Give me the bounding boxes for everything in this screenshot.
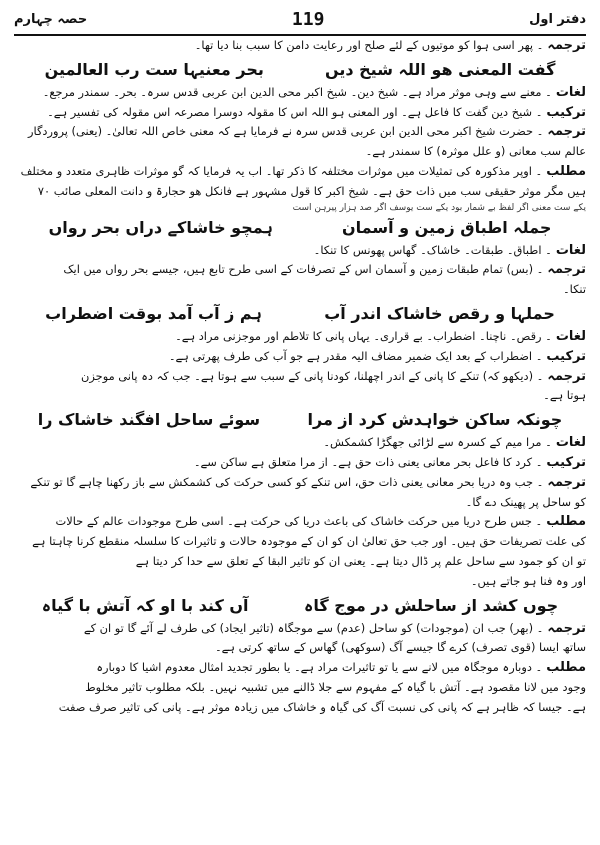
section-label: ترکیب	[546, 348, 586, 364]
verse-first-hemistich: حملہا و رقص خاشاک اندر آب	[324, 303, 555, 323]
section-label: ترجمہ	[547, 368, 586, 384]
text-line	[14, 453, 586, 473]
text-line	[14, 122, 586, 142]
text-line	[14, 493, 586, 513]
line-text: کو ساحل پر پھینک دے گا۔	[465, 494, 586, 509]
verse-second-hemistich: ہمچو خاشاکے دراں بحر رواں	[48, 217, 273, 237]
page-number: 119	[291, 8, 325, 30]
text-line	[14, 182, 586, 202]
verse-first-hemistich: گفت المعنی ھو اللہ شیخ دیں	[324, 59, 556, 79]
section-label: لغات	[555, 242, 586, 258]
section-label: ترکیب	[546, 454, 586, 470]
text-line	[14, 473, 586, 493]
text-line	[14, 280, 586, 300]
text-line	[14, 36, 586, 56]
line-text: تو ان کو جمود سے ساحل علم پر ڈال دیتا ہے۔ یعنی ان کو تاثیر البقا کے تعلق سے حدا کر دیتا ہے	[135, 553, 586, 568]
section-label: ترکیب	[546, 104, 586, 120]
line-text: ۔ جب وہ دریا بحر معانی یعنی ذات حق، اس تنکے کو کسی حرکت کی کشمکش سے باز رکھنا چاہے گا تو تنکے	[30, 474, 544, 489]
verse-couplet	[14, 56, 586, 83]
section-label: لغات	[555, 84, 586, 100]
text-line	[14, 532, 586, 552]
text-line	[14, 83, 586, 103]
section-label: ترجمہ	[547, 474, 586, 490]
text-line	[14, 433, 586, 453]
verse-first-hemistich: چونکہ ساکن خواہدش کرد از مرا	[307, 410, 563, 430]
verse-first-hemistich: جملہ اطباق زمین و آسمان	[341, 217, 552, 237]
line-text: ۔ کرد کا فاعل بحر معانی یعنی ذات حق ہے۔ از مرا متعلق ہے ساکن سے۔	[193, 454, 543, 469]
line-text: عالم سب معانی (و علل موثرہ) کا سمندر ہے۔	[365, 144, 586, 159]
verse-second-hemistich: سوئے ساحل افگند خاشاک را	[37, 410, 261, 430]
text-line	[14, 512, 586, 532]
book-section-title: دفتر اول	[529, 11, 586, 27]
section-label: لغات	[555, 328, 586, 344]
section-label: ترجمہ	[547, 124, 586, 140]
line-text: ساتھ ایسا (قوی تصرف) کرے گا جیسے آگ (سوکھی) گھاس کے ساتھ کرتی ہے۔	[214, 640, 586, 655]
section-label: لغات	[555, 435, 586, 451]
text-line	[14, 260, 586, 280]
text-line	[14, 698, 586, 718]
line-text: ۔ معنے سے وہی موثر مراد ہے۔ شیخ دین۔ شیخ اکبر محی الدین ابن عربی قدس سرہ۔ بحر۔ سمندر مرجع۔	[42, 84, 552, 99]
line-text: یکے ست معنی اگر لفظ بے شمار بود یکے ست یوسف اگر صد ہزار پیرہن است	[292, 202, 586, 213]
text-line	[14, 572, 586, 592]
verse-first-hemistich: چوں کشد از ساحلش در موج گاہ	[304, 595, 559, 615]
line-text: ۔ (دیکھو کہ) تنکے کا پانی کے اندر اچھلنا، کودنا پانی کے سبب سے ہوتا ہے۔ جب کہ دہ پانی موجزن	[81, 368, 544, 383]
part-title: حصہ چہارم	[14, 11, 88, 27]
text-line	[14, 241, 586, 261]
verse-couplet	[14, 300, 586, 327]
verse-second-hemistich: ہم ز آب آمد بوقت اضطراب	[45, 303, 262, 323]
section-label: مطلب	[546, 514, 586, 530]
text-line	[14, 678, 586, 698]
verse-second-hemistich: آں کند با او کہ آتش با گیاہ	[41, 595, 249, 615]
verse-couplet	[14, 406, 586, 433]
line-text: ۔ دوبارہ موجگاہ میں لانے سے یا تو تاثیرات مراد ہے۔ یا بطور تجدید امثال معدوم اشیا کا دوبارہ	[96, 660, 543, 675]
page-header	[14, 6, 586, 36]
text-line	[14, 142, 586, 162]
line-text: ۔ پھر اسی ہوا کو موتیوں کے لئے صلح اور رعایت دامن کا سبب بنا دیا تھا۔	[194, 38, 544, 52]
line-text: ۔ شیخ دین گفت کا فاعل ہے۔ اور المعنی ہو اللہ اس کا مقولہ دوسرا مصرعہ اس مقولہ کی تفسیر ہے۔	[47, 104, 543, 119]
line-text: تنکا۔	[562, 282, 586, 297]
page-body	[14, 36, 586, 718]
section-label: ترجمہ	[547, 620, 586, 636]
line-text: ۔ حضرت شیخ اکبر محی الدین ابن عربی قدس سرہ نے فرمایا ہے کہ معنی خاص اللہ تعالیٰ۔ (یعنی) پروردگار	[27, 124, 544, 139]
line-text: وجود میں لانا مقصود ہے۔ آتش با گیاہ کے مفہوم سے جلا ڈالنے میں تشبیہ نہیں۔ بلکہ مطلوب تاثیر مخلوط	[85, 679, 586, 694]
verse-couplet	[14, 214, 586, 241]
verse-second-hemistich: بحر معنیہا ست رب العالمین	[44, 59, 264, 79]
line-text: ۔ (بھر) جب ان (موجودات) کو ساحل (عدم) سے موجگاہ (تاثیر ایجاد) کی طرف لے آئے گا تو ان کے	[83, 620, 544, 635]
line-text: ہیں مگر موثر حقیقی سب میں ذات حق ہے۔ شیخ اکبر کا قول مشہور ہے فانکل ھو حجارۃ و دانت المعلی صائب ۷۰	[37, 183, 586, 198]
text-line	[14, 638, 586, 658]
text-line	[14, 386, 586, 406]
text-line	[14, 619, 586, 639]
line-text: ۔ اضطراب کے بعد ایک ضمیر مضاف الیہ مقدر ہے جو آب کی طرف پھرتی ہے۔	[168, 348, 543, 363]
line-text: اور وہ فنا ہو جاتے ہیں۔	[470, 573, 586, 588]
line-text: ۔ اوپر مذکورہ کی تمثیلات میں موثرات مختلفہ کا ذکر تھا۔ اب یہ فرمایا کہ گو موثرات ظاہری متعدد و مختلف	[20, 163, 543, 178]
section-label: ترجمہ	[547, 262, 586, 278]
line-text: کی علت تصریفات حق ہیں۔ اور جب حق تعالیٰ ان کو ان کے موجودہ حالات و تاثیرات کا سلسلہ منقطع کرنا چاہتا ہے	[32, 534, 586, 549]
section-label: مطلب	[546, 660, 586, 676]
text-line	[14, 162, 586, 182]
line-text: ۔ اطباق۔ طبقات۔ خاشاک۔ گھاس پھونس کا تنکا۔	[313, 242, 552, 257]
verse-couplet	[14, 592, 586, 619]
margin-note	[14, 202, 586, 214]
line-text: ۔ مرا میم کے کسرہ سے لڑائی جھگڑا کشمکش۔	[323, 435, 552, 450]
text-line	[14, 367, 586, 387]
text-line	[14, 552, 586, 572]
section-label: مطلب	[546, 163, 586, 179]
text-line	[14, 103, 586, 123]
line-text: ۔ (بس) تمام طبقات زمین و آسمان اس کے تصرفات کے اسی طرح تابع ہیں، جیسے بحر رواں میں ایک	[63, 262, 544, 277]
text-line	[14, 658, 586, 678]
line-text: ہوتا ہے۔	[543, 388, 586, 403]
line-text: ۔ جس طرح دریا میں حرکت خاشاک کی باعث دریا کی حرکت ہے۔ اسی طرح موجودات عالم کے حالات	[55, 514, 543, 529]
text-line	[14, 347, 586, 367]
line-text: ۔ رقص۔ ناچنا۔ اضطراب۔ بے قراری۔ یہاں پانی کا تلاطم اور موجزنی مراد ہے۔	[175, 328, 552, 343]
text-line	[14, 327, 586, 347]
section-label: ترجمہ	[547, 38, 586, 53]
line-text: ہے۔ جیسا کہ ظاہر ہے کہ پانی کی نسبت آگ کی گیاہ و خاشاک میں زیادہ موثر ہے۔ پانی کی تاثیر صرف صفت	[58, 699, 586, 714]
